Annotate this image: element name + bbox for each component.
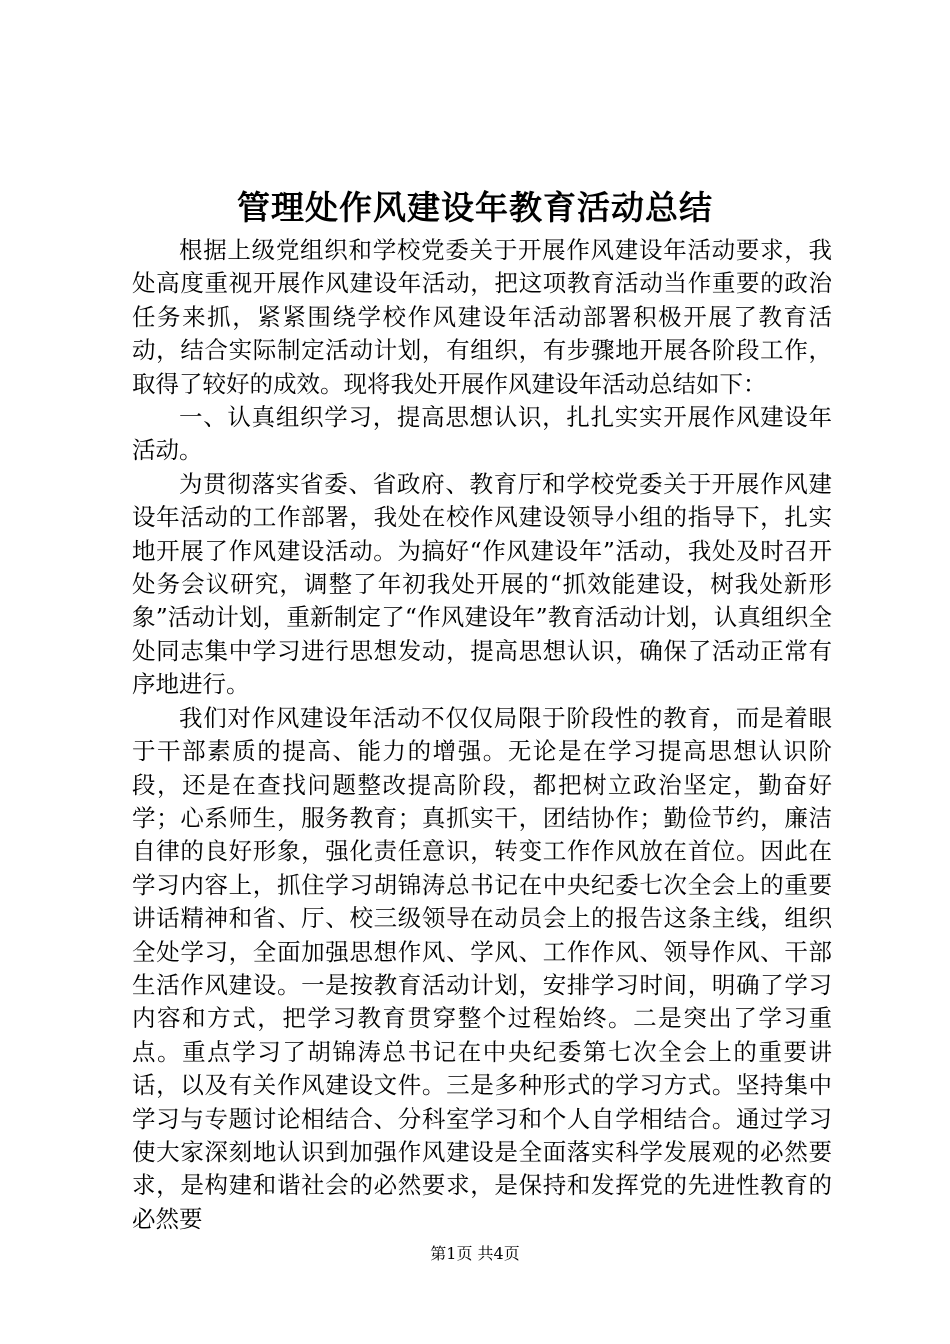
document-title: 管理处作风建设年教育活动总结 <box>237 188 713 227</box>
paragraph-study-details: 我们对作风建设年活动不仅仅局限于阶段性的教育，而是着眼于干部素质的提高、能力的增强。无论是在学习提高思想认识阶段，还是在查找问题整改提高阶段，都把树立政治坚定，勤奋好学；心系师生，服务教育；真抓实干，团结协作；勤俭节约，廉洁自律的良好形象，强化责任意识，转变工作作风放在首位。因此在学习内容上，抓住学习胡锦涛总书记在中央纪委七次全会上的重要讲话精神和省、厅、校三级领导在动员会上的报告这条主线，组织全处学习，全面加强思想作风、学风、工作作风、领导作风、干部生活作风建设。一是按教育活动计划，安排学习时间，明确了学习内容和方式，把学习教育贯穿整个过程始终。二是突出了学习重点。重点学习了胡锦涛总书记在中央纪委第七次全会上的重要讲话，以及有关作风建设文件。三是多种形式的学习方式。坚持集中学习与专题讨论相结合、分科室学习和个人自学相结合。通过学习使大家深刻地认识到加强作风建设是全面落实科学发展观的必然要求，是构建和谐社会的必然要求，是保持和发挥党的先进性教育的必然要 <box>132 703 832 1233</box>
paragraph-intro: 根据上级党组织和学校党委关于开展作风建设年活动要求，我处高度重视开展作风建设年活动，把这项教育活动当作重要的政治任务来抓，紧紧围绕学校作风建设年活动部署积极开展了教育活动，结合实际制定活动计划，有组织，有步骤地开展各阶段工作，取得了较好的成效。现将我处开展作风建设年活动总结如下： <box>132 236 832 398</box>
page-indicator: 第1页 共4页 <box>430 1244 520 1263</box>
paragraph-section-heading: 一、认真组织学习，提高思想认识，扎扎实实开展作风建设年活动。 <box>132 403 832 465</box>
document-body <box>132 234 832 1236</box>
paragraph-implementation: 为贯彻落实省委、省政府、教育厅和学校党委关于开展作风建设年活动的工作部署，我处在校作风建设领导小组的指导下，扎实地开展了作风建设活动。为搞好“作风建设年”活动，我处及时召开处务会议研究，调整了年初我处开展的“抓效能建设，树我处新形象”活动计划，重新制定了“作风建设年”教育活动计划，认真组织全处同志集中学习进行思想发动，提高思想认识，确保了活动正常有序地进行。 <box>132 469 832 699</box>
